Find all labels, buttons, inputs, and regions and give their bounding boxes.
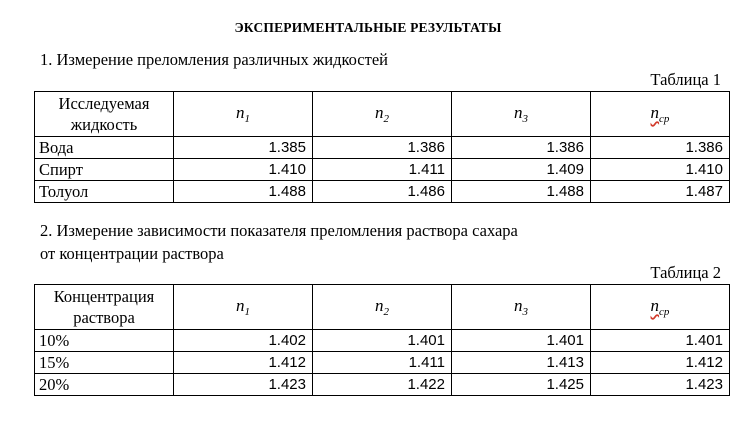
table2-header-row bbox=[35, 285, 730, 330]
table-row bbox=[35, 352, 730, 374]
table2 bbox=[34, 284, 730, 396]
cell-value: 1.410 bbox=[591, 159, 730, 181]
cell-value: 1.386 bbox=[452, 137, 591, 159]
cell-value: 1.422 bbox=[313, 374, 452, 396]
table1-header-name-line2: жидкость bbox=[70, 115, 138, 134]
cell-value: 1.402 bbox=[174, 330, 313, 352]
cell-value: 1.411 bbox=[313, 352, 452, 374]
cell-value: 1.409 bbox=[452, 159, 591, 181]
table2-header-n3: $n_3$ bbox=[452, 285, 591, 330]
cell-value: 1.385 bbox=[174, 137, 313, 159]
table1-header-n2: $n_2$ bbox=[313, 92, 452, 137]
cell-value: 1.486 bbox=[313, 181, 452, 203]
cell-value: 1.488 bbox=[452, 181, 591, 203]
row-label: Вода bbox=[35, 137, 174, 159]
table2-header-n1: $n_1$ bbox=[174, 285, 313, 330]
page-title: ЭКСПЕРИМЕНТАЛЬНЫЕ РЕЗУЛЬТАТЫ bbox=[234, 20, 502, 35]
table2-header-n2: $n_2$ bbox=[313, 285, 452, 330]
cell-value: 1.401 bbox=[591, 330, 730, 352]
cell-value: 1.411 bbox=[313, 159, 452, 181]
cell-value: 1.401 bbox=[452, 330, 591, 352]
table-row bbox=[35, 181, 730, 203]
table1 bbox=[34, 91, 730, 203]
cell-value: 1.423 bbox=[591, 374, 730, 396]
row-label: Спирт bbox=[35, 159, 174, 181]
cell-value: 1.412 bbox=[174, 352, 313, 374]
table-row bbox=[35, 374, 730, 396]
cell-value: 1.487 bbox=[591, 181, 730, 203]
row-label: 10% bbox=[35, 330, 174, 352]
section2-heading-line1: 2. Измерение зависимости показателя преломления раствора сахара bbox=[40, 221, 518, 240]
table1-header-ncp: $n_{ср}$ bbox=[591, 92, 730, 137]
cell-value: 1.386 bbox=[313, 137, 452, 159]
table1-caption: Таблица 1 bbox=[650, 70, 721, 89]
table2-header-name bbox=[35, 285, 174, 330]
row-label: 20% bbox=[35, 374, 174, 396]
cell-value: 1.423 bbox=[174, 374, 313, 396]
section2-heading bbox=[40, 219, 518, 265]
cell-value: 1.425 bbox=[452, 374, 591, 396]
table-row bbox=[35, 330, 730, 352]
row-label: 15% bbox=[35, 352, 174, 374]
cell-value: 1.488 bbox=[174, 181, 313, 203]
table-row bbox=[35, 137, 730, 159]
table1-header-name-line1: Исследуемая bbox=[58, 94, 150, 113]
table1-header-n3: $n_3$ bbox=[452, 92, 591, 137]
table1-header-n1: $n_1$ bbox=[174, 92, 313, 137]
table2-header-ncp: $n_{ср}$ bbox=[591, 285, 730, 330]
cell-value: 1.413 bbox=[452, 352, 591, 374]
table2-caption: Таблица 2 bbox=[650, 263, 721, 282]
cell-value: 1.401 bbox=[313, 330, 452, 352]
table2-header-name-line1: Концентрация bbox=[53, 287, 155, 306]
table2-header-name-line2: раствора bbox=[73, 308, 135, 327]
cell-value: 1.412 bbox=[591, 352, 730, 374]
table1-header-name bbox=[35, 92, 174, 137]
section1-heading: 1. Измерение преломления различных жидкостей bbox=[40, 50, 388, 69]
cell-value: 1.386 bbox=[591, 137, 730, 159]
cell-value: 1.410 bbox=[174, 159, 313, 181]
section2-heading-line2: от концентрации раствора bbox=[40, 244, 224, 263]
row-label: Толуол bbox=[35, 181, 174, 203]
table-row bbox=[35, 159, 730, 181]
table1-header-row bbox=[35, 92, 730, 137]
